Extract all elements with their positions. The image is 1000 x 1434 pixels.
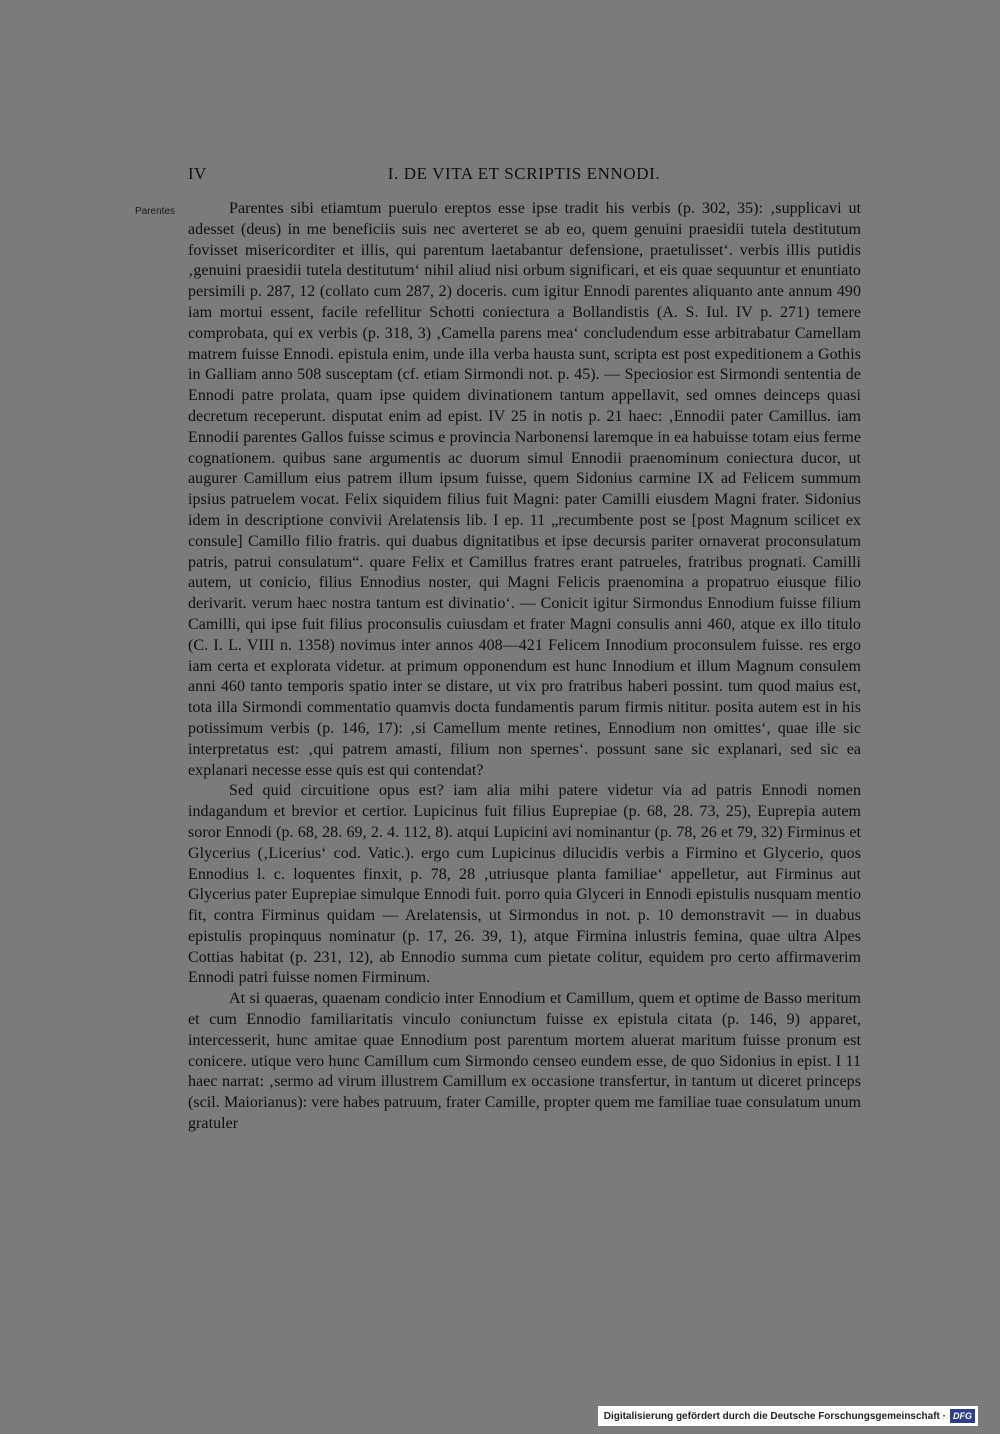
- running-title: I. DE VITA ET SCRIPTIS ENNODI.: [387, 164, 661, 183]
- page-header: [188, 160, 860, 186]
- paragraph-2: Sed quid circuitione opus est? iam alia mihi patere videtur via ad patris Ennodi nomen indagandum et brevior et certior. Lupicinus fuit filius Euprepiae (p. 68, 28. 73, 25), Euprepia autem soror Ennodi (p. 68, 28. 69, 2. 4. 112, 8). atqui Lupicini avi nominantur (p. 78, 26 et 79, 32) Firminus et Glycerius (‚Licerius‘ cod. Vatic.). ergo cum Lupicinus dilucidis verbis a Firmino et Glycerio, quos Ennodius l. c. loquentes finxit, p. 78, 28 ‚utriusque planta familiae‘ appelletur, aut Firminus aut Glycerius pater Euprepiae simulque Ennodi fuit. porro quia Glyceri in Ennodi epistulis nusquam mentio fit, contra Firminus quidam — Arelatensis, ut Sirmondus in not. p. 10 demonstravit — in duabus epistulis propinquus nominatur (p. 17, 26. 39, 1), atque Firmina inlustris femina, quae ultra Alpes Cottias habitat (p. 231, 12), ab Ennodio summa cum pietate colitur, equidem pro certo affirmaverim Ennodi patri fuisse nomen Firminum.: [188, 782, 861, 987]
- margin-note: Parentes: [135, 206, 176, 217]
- page-number: IV: [188, 164, 207, 183]
- paragraph-3: At si quaeras, quaenam condicio inter Ennodium et Camillum, quem et optime de Basso meritum et cum Ennodio familiaritatis vinculo coniunctum fuisse ex epistula citata (p. 146, 9) apparet, intercesserit, hunc amitae quae Ennodium post parentum mortem aluerat maritum fuisse pronum est conicere. utique vero hunc Camillum cum Sirmondo censeo eundem esse, de quo Sidonius in epist. I 11 haec narrat: ‚sermo ad virum illustrem Camillum ex occasione transfertur, in tantum ut diceret princeps (scil. Maiorianus): vere habes patruum, frater Camille, propter quem me familiae tuae consulatum unum gratuler: [188, 990, 861, 1133]
- dfg-logo-icon: DFG: [950, 1409, 975, 1423]
- funding-text: Digitalisierung gefördert durch die Deutsche Forschungsgemeinschaft ·: [603, 1410, 946, 1422]
- funding-footer[interactable]: [598, 1406, 978, 1426]
- body-text: [188, 199, 861, 1135]
- paragraph-1: Parentes sibi etiamtum puerulo ereptos esse ipse tradit his verbis (p. 302, 35): ‚supplicavi ut adesset (deus) in me beneficiis suis nec averteret se ab eo, quem genuini praesidii tutela destitutum fovisset misericorditer et illis, qui parentum laetabantur defensione, praetulisset‘. verbis illis putidis ‚genuini praesidii tutela destitutum‘ nihil aliud nisi orbum significari, et eis quae sequuntur et enuntiato persimili p. 287, 12 (collato cum 287, 2) doceris. cum igitur Ennodi parentes aliquanto ante annum 490 iam mortui essent, facile refellitur Schotti coniectura a Bollandistis (A. S. Iul. IV p. 271) temere comprobata, qui ex verbis (p. 318, 3) ‚Camella parens mea‘ concludendum esse arbitrabatur Camellam matrem fuisse Ennodi. epistula enim, unde illa verba hausta sunt, scripta est post expeditionem a Gothis in Galliam anno 508 susceptam (cf. etiam Sirmondi not. p. 45). — Speciosior est Sirmondi sententia de Ennodi patre prolata, quam ipse quidem divinationem tantum appellavit, sed omnes deinceps quasi decretum receperunt. disputat enim ad epist. IV 25 in notis p. 21 haec: ‚Ennodii pater Camillus. iam Ennodii parentes Gallos fuisse scimus e provincia Narbonensi laremque in ea habuisse totam eius ferme cognationem. quibus sane argumentis ac duorum simul Ennodii praenominum coniectura ducor, ut augurer Camillum eius patrem illum ipsum fuisse, quem Sidonius carmine IX ad Felicem summum ipsius patruelem vocat. Felix siquidem filius fuit Magni: pater Camilli eiusdem Magni frater. Sidonius idem in descriptione convivii Arelatensis lib. I ep. 11 „recumbente post se [post Magnum scilicet ex consule] Camillo filio fratris. qui duabus dignitatibus et ipse decursis pariter ornaverat proconsulatum patris, patrui consulatum“. quare Felix et Camillus fratres erant patrueles, fratribus prognati. Camilli autem, ut conicio, filius Ennodius noster, qui Magni Felicis praenomina a propatruo eiusque filio derivarit. verum haec nostra tantum est divinatio‘. — Conicit igitur Sirmondus Ennodium fuisse filium Camilli, qui ipse fuit filius proconsulis cuiusdam et frater Magni consulis anni 460, atque ex illo titulo (C. I. L. VIII n. 1358) novimus inter annos 408—421 Felicem Innodium proconsulem fuisse. res ergo iam certa et explorata videtur. at primum opponendum est hunc Innodium et illum Magnum consulem anni 460 tanto temporis spatio inter se distare, ut vix pro fratribus haberi possint. tum quod maius est, tota illa Sirmondi commentatio quamvis docta fundamentis parum firmis nititur. posita autem est in his potissimum verbis (p. 146, 17): ‚si Camellum mente retines, Ennodium non omittes‘, quae ille sic interpretatus est: ‚qui patrem amasti, filium non spernes‘. possunt sane sic explanari, sed sic ea explanari necesse esse quis est qui contendat?: [188, 200, 861, 779]
